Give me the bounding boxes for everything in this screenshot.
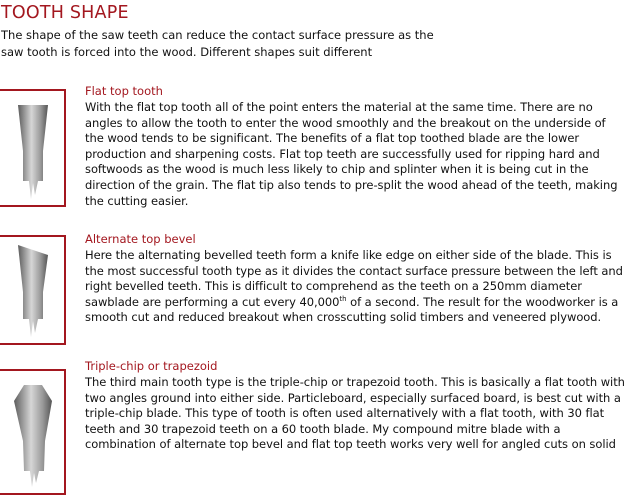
alternate-top-bevel-tooth-frame [0,235,66,345]
section-body: With the flat top tooth all of the point enters the material at the same time. There are no angles to allow the tooth to enter the wood smoothly and the breakout on the underside of the wood tends to be significant. The benefits of a flat top toothed blade are the lower production and sharpening costs. Flat top teeth are successfully used for ripping hard and softwoods as the wood is much less likely to chip and splinter when it is being cut in the direction of the grain. The flat tip also tends to pre-split the wood ahead of the teeth, making the cutting easier. [85,100,618,208]
flat-top-tooth-frame [0,89,66,207]
alternate-top-bevel-tooth-icon [0,237,64,343]
section-body: The third main tooth type is the triple-chip or trapezoid tooth. This is basically a flat tooth with two angles ground into either side. Particleboard, especially surfaced board, is best cut with a triple-chip blade. This type of tooth is often used alternatively with a flat tooth, with 30 flat teeth and 30 trapezoid teeth on a 60 tooth blade. My compound mitre blade with a combination of alternate top bevel and flat top teeth works very well for angled cuts on solid [85,375,625,452]
flat-top-tooth-icon [0,91,64,205]
section-heading: Alternate top bevel [85,232,196,246]
section-heading: Triple-chip or trapezoid [85,359,218,373]
page-title: TOOTH SHAPE [1,3,129,23]
section-body: Here the alternating bevelled teeth form a knife like edge on either side of the blade. This is the most successful tooth type as it divides the contact surface pressure between the left and right bevelled teeth. This is difficult to comprehend as the teeth on a 250mm diameter sawblade are performing a cut every 40,000th of a second. The result for the woodworker is a smooth cut and reduced breakout when crosscutting solid timbers and veneered plywood. [85,248,623,325]
intro-paragraph: The shape of the saw teeth can reduce the contact surface pressure as the saw tooth is forced into the wood. Different shapes suit different [1,28,434,59]
triple-chip-tooth-frame [0,369,66,495]
section-heading: Flat top tooth [85,84,163,98]
triple-chip-tooth-icon [0,371,64,493]
